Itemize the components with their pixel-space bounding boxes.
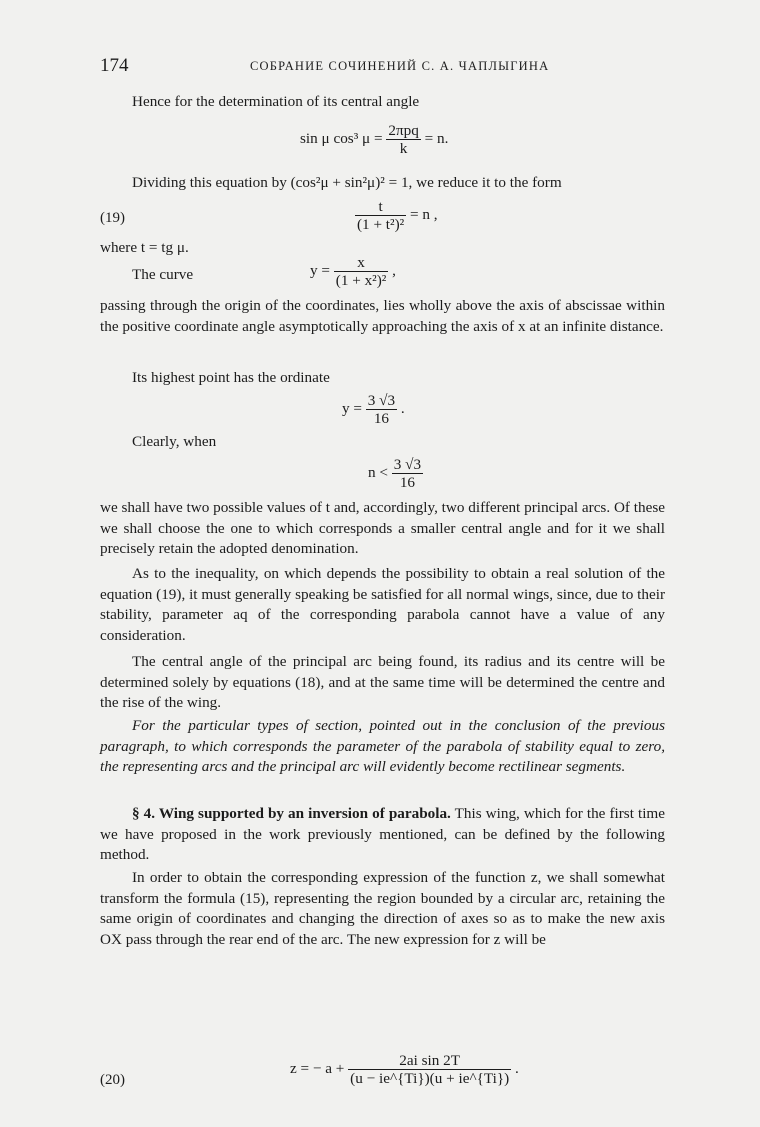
text-block: passing through the origin of the coordinates, lies wholly above the axis of abscissae within the positive coordinate angle asymptotically approaching the axis of x at an infinite distance. xyxy=(100,297,665,335)
equation-curve xyxy=(310,254,396,289)
page-number: 174 xyxy=(100,55,129,76)
paragraph-central-angle xyxy=(100,92,665,113)
fraction xyxy=(348,1052,511,1087)
fraction xyxy=(386,122,420,157)
equation-ordinate xyxy=(342,392,405,427)
equation-right: , xyxy=(392,261,396,279)
equation-left: n < xyxy=(368,463,388,481)
equation-left: z = − a + xyxy=(290,1059,345,1077)
paragraph-inequality xyxy=(100,564,665,646)
equation-left: y = xyxy=(310,261,330,279)
equation-left: sin μ cos³ μ = xyxy=(300,129,383,147)
text-block: For the particular types of section, pointed out in the conclusion of the previous paragraph, to which corresponds the parameter of the parabola of stability equal to zero, the representing arcs and the principal arc will evidently become rectilinear segments. xyxy=(100,717,665,776)
text-line: Hence for the determination of its central angle xyxy=(132,93,420,110)
equation-number-20: (20) xyxy=(100,1072,125,1088)
text-line: Its highest point has the ordinate xyxy=(132,369,330,386)
fraction-numerator: 3 √3 xyxy=(367,392,396,409)
equation-right: . xyxy=(400,399,405,417)
fraction-numerator: t xyxy=(378,198,383,215)
fraction-numerator: 2πpq xyxy=(388,122,419,139)
text-block: In order to obtain the corresponding expression of the function z, we shall somewhat transform the formula (15), representing the region bounded by a circular arc, retaining the same origin of coordinates and changing the direction of axes so as to make the new axis OX pass through the rear end of the arc. The new expression for z will be xyxy=(100,869,665,948)
equation-inequality xyxy=(368,456,423,491)
equation-19 xyxy=(355,198,438,233)
equation-central-angle xyxy=(300,122,448,157)
fraction-numerator: 2ai sin 2T xyxy=(399,1052,461,1069)
page-header xyxy=(100,55,660,79)
section-text: This wing, which for the first time we have proposed in the work previously mentioned, can be defined by the following method. xyxy=(100,805,665,864)
text-block: we shall have two possible values of t and, accordingly, two different principal arcs. Of these we shall choose the one to which corresponds a smaller central angle and for it we shall precisely retain the adopted denomination. xyxy=(100,499,665,558)
fraction-denominator: (1 + x²)² xyxy=(335,272,387,289)
fraction xyxy=(355,198,406,233)
fraction xyxy=(392,456,423,491)
equation-number-19: (19) xyxy=(100,210,125,226)
paragraph-dividing xyxy=(100,173,665,194)
fraction xyxy=(334,254,389,289)
paragraph-passing xyxy=(100,296,665,337)
equation-right: = n , xyxy=(410,205,438,223)
section-heading: § 4. Wing supported by an inversion of parabola. xyxy=(132,805,451,822)
fraction-denominator: (1 + t²)² xyxy=(357,216,405,233)
paragraph-particular-types xyxy=(100,716,665,778)
text-block xyxy=(100,804,665,866)
paragraph-clearly xyxy=(100,432,665,453)
equation-left: y = xyxy=(342,399,362,417)
text-line: The curve xyxy=(132,266,194,283)
paragraph-function-z xyxy=(100,868,665,950)
equation-right: . xyxy=(514,1059,519,1077)
fraction-numerator: 3 √3 xyxy=(393,456,422,473)
section-4 xyxy=(100,804,665,866)
text-block: The central angle of the principal arc being found, its radius and its centre will be determined solely by equations (18), and at the same time will be determined the centre and the rise of the wing. xyxy=(100,653,665,712)
text-line: Dividing this equation by (cos²μ + sin²μ)² = 1, we reduce it to the form xyxy=(132,174,562,191)
text-line: where t = tg μ. xyxy=(100,239,189,256)
fraction-denominator: 16 xyxy=(392,473,423,491)
paragraph-principal-arc xyxy=(100,652,665,714)
text-block: As to the inequality, on which depends the possibility to obtain a real solution of the equation (19), it must generally speaking be satisfied for all normal wings, since, due to their stability, parameter aq of the corresponding parabola cannot have a value of any consideration. xyxy=(100,565,665,644)
fraction-denominator: 16 xyxy=(366,409,397,427)
running-head: СОБРАНИЕ СОЧИНЕНИЙ С. А. ЧАПЛЫГИНА xyxy=(250,59,550,73)
fraction-denominator: (u − ie^{Ti})(u + ie^{Ti}) xyxy=(350,1070,510,1087)
fraction xyxy=(366,392,397,427)
equation-20 xyxy=(290,1052,519,1087)
fraction-numerator: x xyxy=(357,254,365,271)
equation-right: = n. xyxy=(424,129,449,147)
paragraph-two-values xyxy=(100,498,665,560)
text-line: Clearly, when xyxy=(132,433,217,450)
paragraph-highest xyxy=(100,368,665,389)
fraction-denominator: k xyxy=(386,139,420,157)
